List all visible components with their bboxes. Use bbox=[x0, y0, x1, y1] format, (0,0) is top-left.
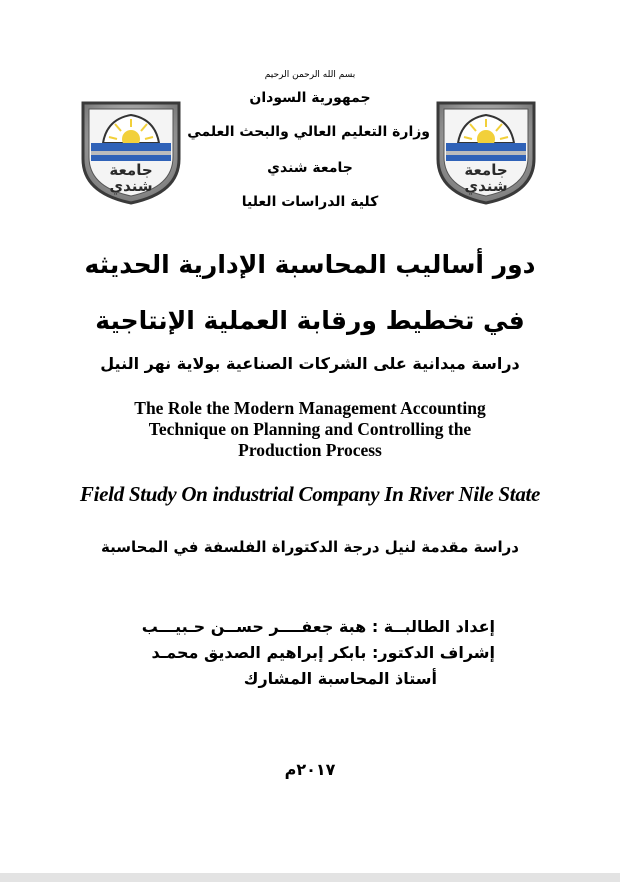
university-name: جامعة شندي bbox=[267, 160, 353, 176]
ministry-name: وزارة التعليم العالي والبحث العلمي bbox=[187, 124, 430, 140]
arabic-subtitle: دراسة ميدانية على الشركات الصناعية بولاية نهر النيل bbox=[100, 354, 520, 373]
english-title-line-3: Production Process bbox=[238, 440, 382, 460]
logo-text-right-2: شندي bbox=[464, 177, 508, 195]
college-name: كلية الدراسات العليا bbox=[241, 194, 379, 210]
logo-text-left-2: شندي bbox=[109, 177, 153, 195]
page-bottom-edge bbox=[0, 873, 620, 882]
supervisor-title: أستاذ المحاسبة المشارك bbox=[243, 669, 437, 688]
arabic-title-line-1: دور أساليب المحاسبة الإدارية الحديثه bbox=[84, 250, 536, 279]
credits-block bbox=[141, 614, 495, 692]
basmala: بسم الله الرحمن الرحيم bbox=[264, 70, 356, 80]
english-title-line-1: The Role the Modern Management Accounting bbox=[134, 398, 486, 418]
english-title-line-2: Technique on Planning and Controlling the bbox=[148, 419, 472, 439]
english-field-study: Field Study On industrial Company In River Nile State bbox=[79, 482, 541, 506]
english-title bbox=[0, 398, 620, 461]
supervisor-credit: إشراف الدكتور: بابكر إبراهيم الصديق محمـد bbox=[151, 643, 495, 662]
student-credit: إعداد الطالبــة : هبة جعفــــر حســن حـبيـــب bbox=[141, 617, 495, 636]
university-logo-right bbox=[432, 97, 540, 207]
degree-statement: دراسة مقدمة لنيل درجة الدكتوراة الفلسفة في المحاسبة bbox=[101, 538, 519, 556]
logo-text-right-1: جامعة bbox=[464, 161, 508, 179]
arabic-title-line-2: في تخطيط ورقابة العملية الإنتاجية bbox=[95, 306, 525, 335]
logo-text-left-1: جامعة bbox=[109, 161, 153, 179]
country-name: جمهورية السودان bbox=[249, 90, 371, 106]
university-logo-left bbox=[77, 97, 185, 207]
year: ٢٠١٧م bbox=[284, 760, 336, 779]
